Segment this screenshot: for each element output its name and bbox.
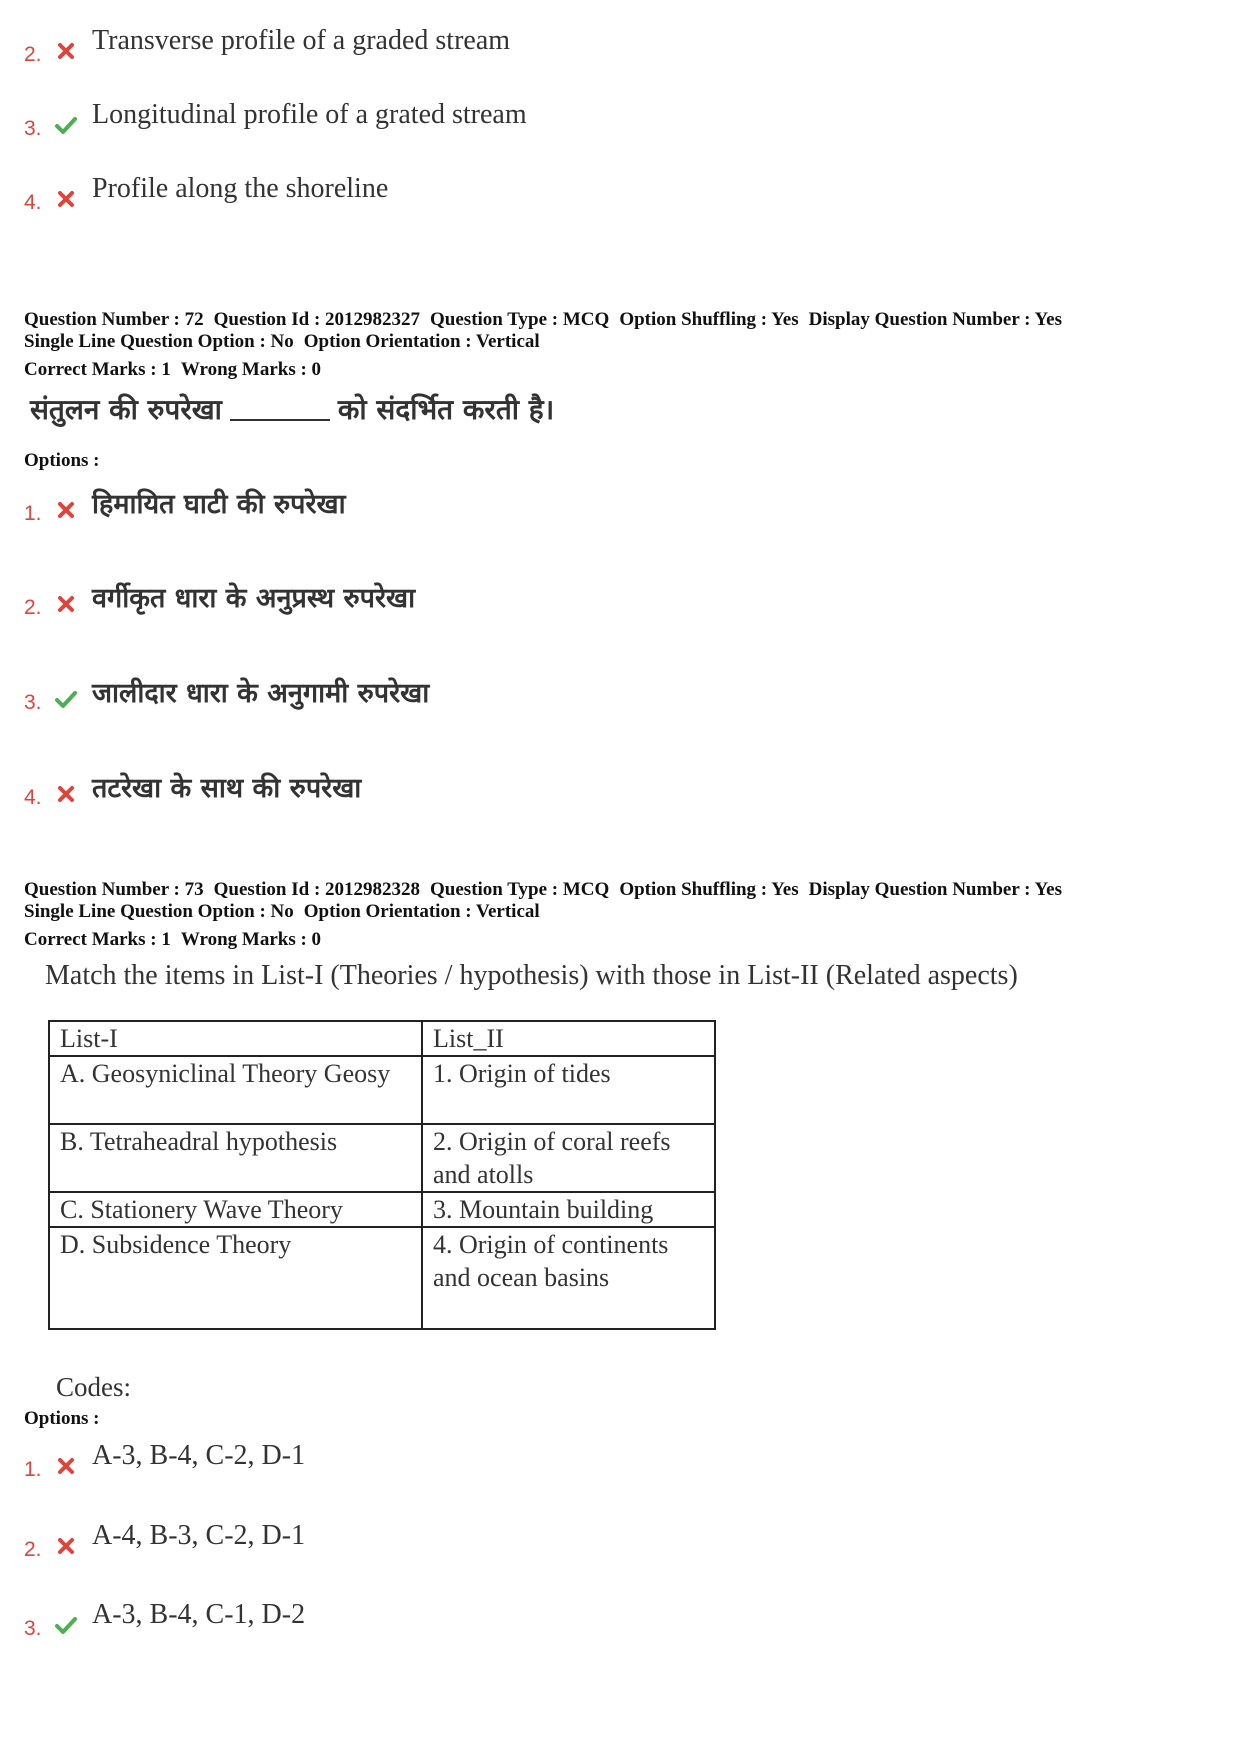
option-number: 3.	[24, 1617, 42, 1640]
wrong-marks: Wrong Marks : 0	[180, 929, 322, 950]
correct-marks: Correct Marks : 1	[24, 359, 171, 380]
option-text: Longitudinal profile of a grated stream	[92, 99, 527, 130]
meta-line-1	[24, 879, 1072, 901]
cross-icon	[54, 1534, 78, 1558]
option-number: 3.	[24, 691, 42, 714]
option-orientation: Option Orientation : Vertical	[303, 331, 540, 352]
table-row	[49, 1056, 715, 1124]
table-header: List-I	[49, 1021, 422, 1056]
single-line-option: Single Line Question Option : No	[24, 331, 294, 352]
meta-line-3	[24, 359, 1072, 381]
option-number: 4.	[24, 786, 42, 809]
table-row	[49, 1124, 715, 1192]
meta-line-2	[24, 331, 1072, 353]
option-number: 2.	[24, 596, 42, 619]
table-cell: A. Geosyniclinal Theory Geosy	[49, 1056, 422, 1124]
option-shuffling: Option Shuffling : Yes	[619, 879, 799, 900]
table-cell: 2. Origin of coral reefs and atolls	[422, 1124, 715, 1192]
codes-label: Codes:	[56, 1372, 132, 1402]
option-orientation: Option Orientation : Vertical	[303, 901, 540, 922]
option-text: जालीदार धारा के अनुगामी रुपरेखा	[92, 678, 430, 709]
match-table	[48, 1020, 716, 1330]
option-text: A-3, B-4, C-2, D-1	[92, 1440, 306, 1471]
q72-question-text	[30, 390, 554, 428]
correct-marks: Correct Marks : 1	[24, 929, 171, 950]
cross-icon	[54, 592, 78, 616]
table-cell: 3. Mountain building	[422, 1192, 715, 1227]
cross-icon	[54, 39, 78, 63]
q72-meta	[24, 309, 1072, 381]
question-blank	[230, 419, 330, 421]
option-text: हिमायित घाटी की रुपरेखा	[92, 489, 346, 520]
table-cell: 1. Origin of tides	[422, 1056, 715, 1124]
table-row	[49, 1192, 715, 1227]
option-number: 4.	[24, 191, 42, 214]
table-cell: D. Subsidence Theory	[49, 1227, 422, 1329]
cross-icon	[54, 1454, 78, 1478]
meta-line-2	[24, 901, 1072, 923]
option-text: A-4, B-3, C-2, D-1	[92, 1520, 306, 1551]
q73-meta	[24, 879, 1072, 951]
question-id: Question Id : 2012982327	[213, 309, 421, 330]
wrong-marks: Wrong Marks : 0	[180, 359, 322, 380]
table-cell: B. Tetraheadral hypothesis	[49, 1124, 422, 1192]
option-number: 1.	[24, 1458, 42, 1481]
question-number: Question Number : 73	[24, 879, 204, 900]
table-header-row	[49, 1021, 715, 1056]
check-icon	[54, 113, 78, 137]
single-line-option: Single Line Question Option : No	[24, 901, 294, 922]
question-part-1: संतुलन की रुपरेखा	[30, 393, 222, 426]
question-type: Question Type : MCQ	[430, 879, 610, 900]
option-number: 2.	[24, 43, 42, 66]
display-question-number: Display Question Number : Yes	[808, 309, 1062, 330]
check-icon	[54, 687, 78, 711]
cross-icon	[54, 498, 78, 522]
question-id: Question Id : 2012982328	[213, 879, 421, 900]
question-part-2: को संदर्भित करती है।	[337, 393, 555, 426]
option-number: 2.	[24, 1538, 42, 1561]
table-row	[49, 1227, 715, 1329]
option-number: 1.	[24, 502, 42, 525]
table-cell: 4. Origin of continents and ocean basins	[422, 1227, 715, 1329]
cross-icon	[54, 187, 78, 211]
display-question-number: Display Question Number : Yes	[808, 879, 1062, 900]
question-number: Question Number : 72	[24, 309, 204, 330]
table-cell: C. Stationery Wave Theory	[49, 1192, 422, 1227]
cross-icon	[54, 782, 78, 806]
option-number: 3.	[24, 117, 42, 140]
option-text: तटरेखा के साथ की रुपरेखा	[92, 773, 362, 804]
q72-options-label: Options :	[24, 450, 100, 471]
q73-options-label: Options :	[24, 1408, 100, 1429]
q73-question-text: Match the items in List-I (Theories / hypothesis) with those in List-II (Related aspects)	[45, 960, 1018, 991]
question-type: Question Type : MCQ	[430, 309, 610, 330]
meta-line-3	[24, 929, 1072, 951]
option-shuffling: Option Shuffling : Yes	[619, 309, 799, 330]
option-text: Profile along the shoreline	[92, 173, 389, 204]
option-text: A-3, B-4, C-1, D-2	[92, 1599, 306, 1630]
table-header: List_II	[422, 1021, 715, 1056]
check-icon	[54, 1613, 78, 1637]
option-text: Transverse profile of a graded stream	[92, 25, 511, 56]
option-text: वर्गीकृत धारा के अनुप्रस्थ रुपरेखा	[92, 583, 416, 614]
meta-line-1	[24, 309, 1072, 331]
